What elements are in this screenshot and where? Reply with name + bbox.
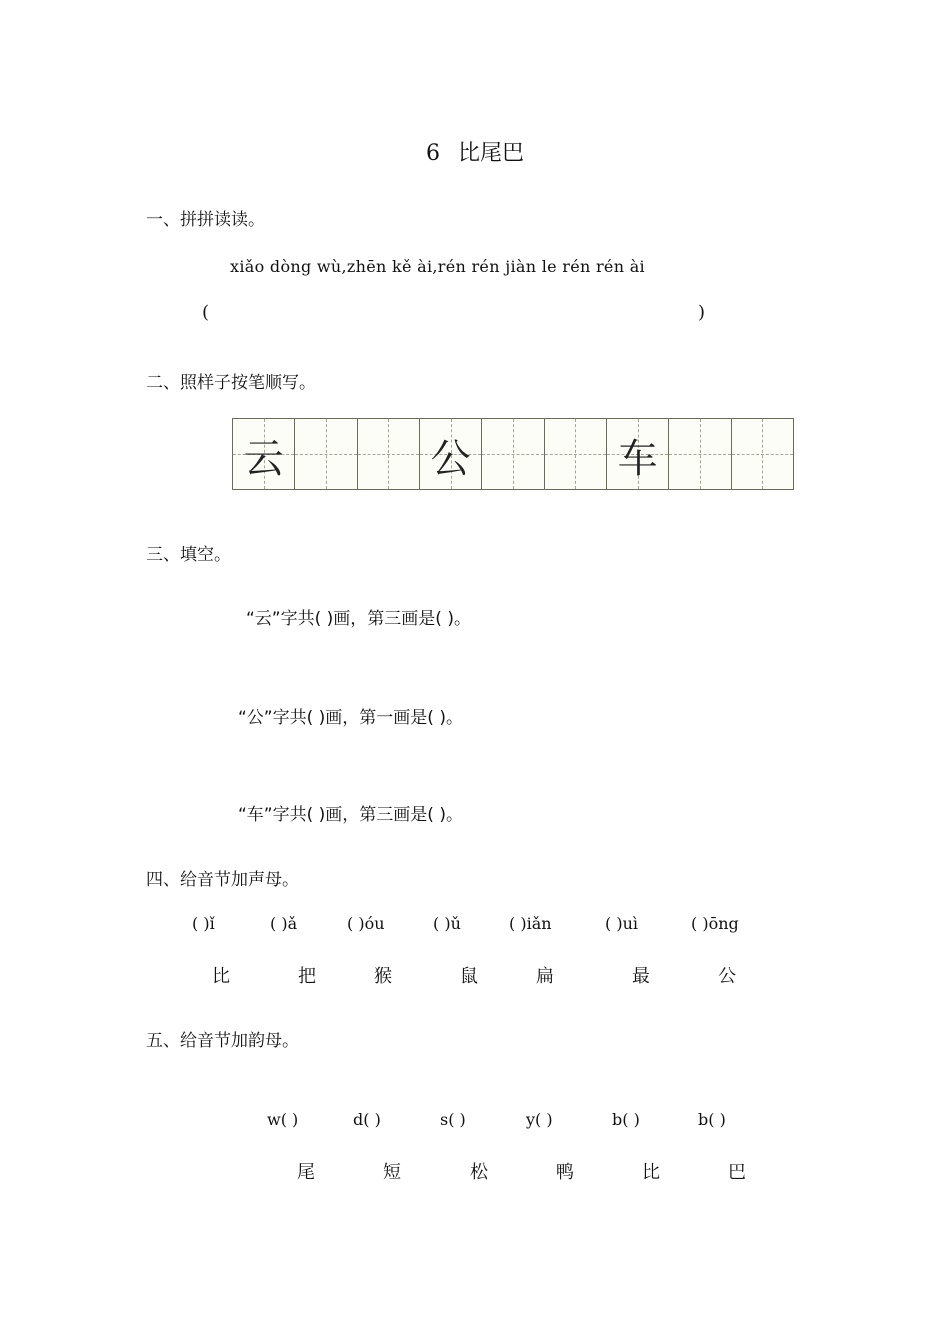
grid-cell[interactable] <box>732 419 793 489</box>
initial-syllable[interactable]: ( )ōng <box>691 914 739 933</box>
final-syllable[interactable]: b( ) <box>698 1110 726 1129</box>
fill-line-3[interactable]: “车”字共( )画，第三画是( )。 <box>238 805 463 825</box>
hanzi-label: 鸭 <box>556 1162 574 1183</box>
section2-heading: 二、照样子按笔顺写。 <box>146 373 316 393</box>
fill-line-2[interactable]: “公”字共( )画，第一画是( )。 <box>238 708 463 728</box>
hanzi-label: 尾 <box>297 1162 315 1183</box>
grid-cell[interactable] <box>420 419 482 489</box>
hanzi-label: 猴 <box>374 966 392 987</box>
final-syllable[interactable]: y( ) <box>526 1110 553 1129</box>
initial-syllable[interactable]: ( )uì <box>605 914 638 933</box>
lesson-title: 比尾巴 <box>457 141 524 166</box>
initial-syllable[interactable]: ( )ǐ <box>192 914 215 933</box>
grid-char: 云 <box>243 436 284 482</box>
section1-heading: 一、拼拼读读。 <box>146 210 265 230</box>
grid-cell[interactable] <box>607 419 669 489</box>
grid-cell[interactable] <box>545 419 607 489</box>
hanzi-label: 公 <box>718 966 736 987</box>
initial-syllable[interactable]: ( )óu <box>347 914 385 933</box>
answer-paren-close: ) <box>698 302 706 323</box>
section4-heading: 四、给音节加声母。 <box>146 870 299 890</box>
hanzi-label: 最 <box>632 966 650 987</box>
section3-heading: 三、填空。 <box>146 545 231 565</box>
hanzi-label: 扁 <box>536 966 554 987</box>
hanzi-label: 把 <box>298 966 316 987</box>
page-title <box>0 136 950 167</box>
initial-syllable[interactable]: ( )ǎ <box>270 914 298 933</box>
writing-grid <box>232 418 794 490</box>
hanzi-label: 松 <box>470 1162 488 1183</box>
grid-cell[interactable] <box>358 419 420 489</box>
fill-line-1[interactable]: “云”字共( )画，第三画是( )。 <box>246 609 471 629</box>
final-syllable[interactable]: d( ) <box>353 1110 381 1129</box>
hanzi-label: 短 <box>383 1162 401 1183</box>
initial-syllable[interactable]: ( )ǔ <box>433 914 461 933</box>
grid-cell[interactable] <box>482 419 544 489</box>
grid-cell[interactable] <box>669 419 731 489</box>
hanzi-label: 比 <box>212 966 230 987</box>
final-syllable[interactable]: w( ) <box>267 1110 299 1129</box>
final-syllable[interactable]: s( ) <box>440 1110 466 1129</box>
hanzi-label: 鼠 <box>460 966 478 987</box>
hanzi-label: 比 <box>642 1162 660 1183</box>
initial-syllable[interactable]: ( )iǎn <box>509 914 552 933</box>
grid-char: 车 <box>617 436 658 482</box>
section5-heading: 五、给音节加韵母。 <box>146 1031 299 1051</box>
answer-paren-open: ( <box>202 302 210 323</box>
grid-cell[interactable] <box>233 419 295 489</box>
lesson-number: 6 <box>425 141 440 166</box>
pinyin-line: xiǎo dòng wù,zhēn kě ài,rén rén jiàn le rén rén ài <box>230 257 645 276</box>
final-syllable[interactable]: b( ) <box>612 1110 640 1129</box>
hanzi-label: 巴 <box>728 1162 746 1183</box>
grid-cell[interactable] <box>295 419 357 489</box>
grid-char: 公 <box>430 436 471 482</box>
